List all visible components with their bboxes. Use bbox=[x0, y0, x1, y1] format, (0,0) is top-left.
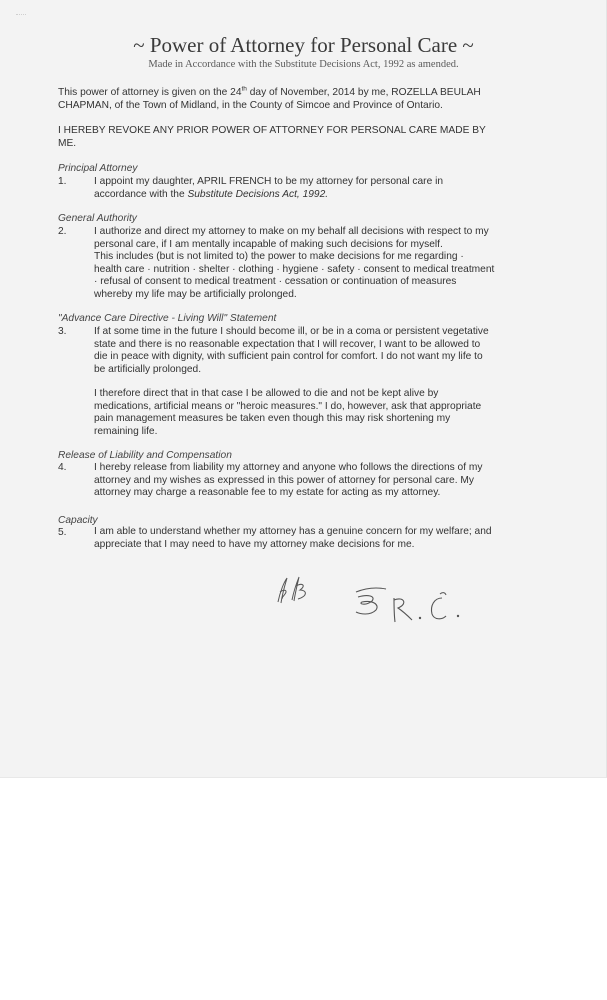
body-line: This includes (but is not limited to) the power to make decisions for me regarding · bbox=[94, 251, 464, 262]
intro-line-1 bbox=[58, 86, 528, 99]
body-line: attorney and my wishes as expressed in this power of attorney for personal care. My bbox=[94, 474, 474, 486]
section-heading-capacity: Capacity bbox=[58, 515, 98, 526]
body-line: medications, artificial means or "heroic measures." I do, however, ask that appropriate bbox=[94, 400, 482, 412]
intro-date-text: This power of attorney is given on the 24 bbox=[58, 87, 242, 98]
body-line: pain management measures be taken even though this may risk shortening my bbox=[94, 413, 451, 424]
scan-mark bbox=[16, 14, 26, 19]
section-heading-living-will: "Advance Care Directive - Living Will" Statement bbox=[58, 313, 277, 324]
body-line: If at some time in the future I should become ill, or be in a coma or persistent vegetative bbox=[94, 326, 489, 337]
section-number: 5. bbox=[58, 527, 67, 538]
body-line: die in peace with dignity, with sufficient pain control for comfort. I do not want my life to bbox=[94, 351, 483, 362]
body-text: accordance with the bbox=[94, 188, 188, 200]
date-suffix: th bbox=[241, 85, 247, 93]
section-number: 4. bbox=[58, 462, 67, 473]
revocation-line-2: ME. bbox=[58, 138, 77, 149]
section-heading-general-authority: General Authority bbox=[58, 213, 137, 224]
revocation-line-1: I HEREBY REVOKE ANY PRIOR POWER OF ATTORNEY FOR PERSONAL CARE MADE BY bbox=[58, 125, 486, 136]
document-subtitle: Made in Accordance with the Substitute Decisions Act, 1992 as amended. bbox=[148, 59, 459, 70]
intro-grantor-text: day of November, 2014 by me, ROZELLA BEULAH bbox=[246, 87, 481, 98]
section-number: 3. bbox=[58, 326, 67, 337]
body-line: be artificially prolonged. bbox=[94, 363, 202, 375]
section-body-living-will bbox=[94, 326, 526, 376]
section-heading-release-of-liability: Release of Liability and Compensation bbox=[58, 450, 232, 461]
body-line: remaining life. bbox=[94, 425, 158, 437]
body-line: appreciate that I may need to have my attorney make decisions for me. bbox=[94, 538, 415, 550]
section-body-principal-attorney bbox=[94, 176, 526, 201]
section-number: 1. bbox=[58, 176, 67, 187]
body-line: I therefore direct that in that case I be allowed to die and not be kept alive by bbox=[94, 388, 439, 399]
act-title-italic: Substitute Decisions Act, 1992. bbox=[187, 188, 329, 200]
handwritten-initials-rc bbox=[350, 582, 475, 630]
section-heading-principal-attorney: Principal Attorney bbox=[58, 163, 138, 174]
handwritten-initials-rb bbox=[270, 572, 320, 610]
body-line: attorney may charge a reasonable fee to my estate for acting as my attorney. bbox=[94, 487, 441, 498]
document-title: ~ Power of Attorney for Personal Care ~ bbox=[133, 33, 474, 57]
body-line: I authorize and direct my attorney to make on my behalf all decisions with respect to my bbox=[94, 226, 489, 237]
body-line: · refusal of consent to medical treatment · cessation or continuation of measures bbox=[94, 276, 457, 287]
body-line: I appoint my daughter, APRIL FRENCH to be my attorney for personal care in bbox=[94, 176, 443, 187]
body-line: I hereby release from liability my attorney and anyone who follows the directions of my bbox=[94, 462, 483, 473]
body-line: whereby my life may be artificially prolonged. bbox=[94, 288, 297, 300]
body-line: state and there is no reasonable expectation that I will recover, I want to be allowed to bbox=[94, 338, 481, 350]
body-line bbox=[94, 189, 526, 202]
section-body-release-of-liability bbox=[94, 462, 526, 500]
intro-line-2: CHAPMAN, of the Town of Midland, in the County of Simcoe and Province of Ontario. bbox=[58, 100, 443, 111]
section-body-living-will-direction bbox=[94, 388, 526, 438]
revocation-paragraph bbox=[58, 124, 528, 150]
section-body-capacity bbox=[94, 526, 526, 551]
body-line: personal care, if I am mentally incapable of making such decisions for myself. bbox=[94, 238, 443, 250]
section-body-general-authority bbox=[94, 226, 526, 301]
intro-paragraph bbox=[58, 86, 528, 112]
section-number: 2. bbox=[58, 226, 67, 237]
body-line: health care · nutrition · shelter · clothing · hygiene · safety · consent to medical treatment bbox=[94, 263, 495, 275]
body-line: I am able to understand whether my attorney has a genuine concern for my welfare; and bbox=[94, 526, 492, 537]
